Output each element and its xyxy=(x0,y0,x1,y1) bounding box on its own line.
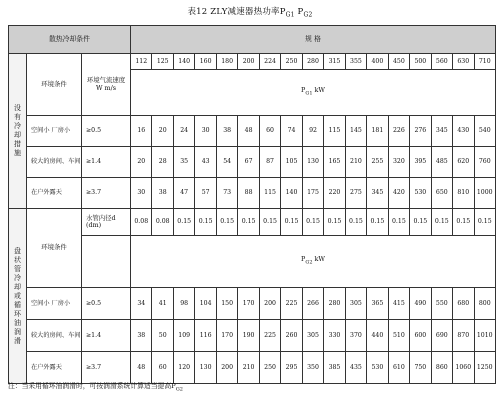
value-cell: 170 xyxy=(238,288,259,320)
size-cell: 125 xyxy=(152,54,173,70)
value-cell: 550 xyxy=(431,288,452,320)
water-cell: 0.15 xyxy=(345,209,366,236)
water-cell: 0.15 xyxy=(259,209,280,236)
value-cell: 38 xyxy=(131,320,152,352)
value-cell: 104 xyxy=(195,288,216,320)
value-cell: 395 xyxy=(410,147,431,178)
value-cell: 295 xyxy=(281,352,302,384)
value-cell: 430 xyxy=(453,116,474,147)
water-cell: 0.15 xyxy=(238,209,259,236)
value-cell: 92 xyxy=(302,116,323,147)
value-cell: 440 xyxy=(367,320,388,352)
value-cell: 1060 xyxy=(453,352,474,384)
speed-cell: ≥0.5 xyxy=(82,116,131,147)
water-cell: 0.15 xyxy=(324,209,345,236)
value-cell: 760 xyxy=(474,147,495,178)
size-cell: 500 xyxy=(410,54,431,70)
speed-cell: ≥1.4 xyxy=(82,147,131,178)
value-cell: 28 xyxy=(152,147,173,178)
speed-cell: ≥3.7 xyxy=(82,352,131,384)
water-cell: 0.15 xyxy=(388,209,409,236)
value-cell: 370 xyxy=(345,320,366,352)
value-cell: 60 xyxy=(152,352,173,384)
size-cell: 200 xyxy=(238,54,259,70)
table-row xyxy=(9,178,496,209)
value-cell: 145 xyxy=(345,116,366,147)
water-cell: 0.15 xyxy=(453,209,474,236)
value-cell: 210 xyxy=(238,352,259,384)
table-row xyxy=(9,288,496,320)
value-cell: 490 xyxy=(410,288,431,320)
water-pipe-label: 水管内径d (dm) xyxy=(82,209,131,236)
value-cell: 140 xyxy=(281,178,302,209)
water-cell: 0.15 xyxy=(216,209,237,236)
water-cell: 0.15 xyxy=(302,209,323,236)
value-cell: 48 xyxy=(238,116,259,147)
water-cell: 0.08 xyxy=(131,209,152,236)
value-cell: 30 xyxy=(131,178,152,209)
value-cell: 181 xyxy=(367,116,388,147)
table-row xyxy=(9,116,496,147)
value-cell: 650 xyxy=(431,178,452,209)
value-cell: 57 xyxy=(195,178,216,209)
value-cell: 620 xyxy=(453,147,474,178)
water-cell: 0.15 xyxy=(410,209,431,236)
value-cell: 330 xyxy=(324,320,345,352)
value-cell: 38 xyxy=(216,116,237,147)
water-cell: 0.15 xyxy=(173,209,194,236)
value-cell: 200 xyxy=(259,288,280,320)
value-cell: 1000 xyxy=(474,178,495,209)
value-cell: 420 xyxy=(388,178,409,209)
value-cell: 41 xyxy=(152,288,173,320)
value-cell: 345 xyxy=(367,178,388,209)
size-cell: 710 xyxy=(474,54,495,70)
value-cell: 30 xyxy=(195,116,216,147)
unit-pg1: $P_{G1}$ kW xyxy=(131,70,496,116)
table-row xyxy=(9,147,496,178)
value-cell: 60 xyxy=(259,116,280,147)
value-cell: 67 xyxy=(238,147,259,178)
env-condition-label: 环境条件 xyxy=(27,54,82,116)
size-cell: 450 xyxy=(388,54,409,70)
speed-cell: ≥1.4 xyxy=(82,320,131,352)
value-cell: 320 xyxy=(388,147,409,178)
value-cell: 54 xyxy=(216,147,237,178)
value-cell: 610 xyxy=(388,352,409,384)
speed-cell: ≥3.7 xyxy=(82,178,131,209)
header-cooling-condition: 散热冷却条件 xyxy=(9,26,131,54)
value-cell: 38 xyxy=(152,178,173,209)
value-cell: 260 xyxy=(281,320,302,352)
value-cell: 530 xyxy=(410,178,431,209)
value-cell: 870 xyxy=(453,320,474,352)
value-cell: 130 xyxy=(302,147,323,178)
value-cell: 305 xyxy=(345,288,366,320)
thermal-power-table xyxy=(8,25,496,384)
size-cell: 400 xyxy=(367,54,388,70)
size-cell: 160 xyxy=(195,54,216,70)
value-cell: 800 xyxy=(474,288,495,320)
value-cell: 680 xyxy=(453,288,474,320)
env-cell: 空间小 厂房小 xyxy=(27,116,82,147)
size-cell: 315 xyxy=(324,54,345,70)
size-cell: 112 xyxy=(131,54,152,70)
env-cell: 较大的房间、车间 xyxy=(27,147,82,178)
size-cell: 560 xyxy=(431,54,452,70)
value-cell: 165 xyxy=(324,147,345,178)
value-cell: 540 xyxy=(474,116,495,147)
size-cell: 224 xyxy=(259,54,280,70)
water-cell: 0.15 xyxy=(431,209,452,236)
value-cell: 435 xyxy=(345,352,366,384)
value-cell: 690 xyxy=(431,320,452,352)
value-cell: 190 xyxy=(238,320,259,352)
size-cell: 280 xyxy=(302,54,323,70)
value-cell: 225 xyxy=(259,320,280,352)
header-size: 规 格 xyxy=(131,26,496,54)
value-cell: 150 xyxy=(216,288,237,320)
value-cell: 73 xyxy=(216,178,237,209)
size-cell: 250 xyxy=(281,54,302,70)
unit-pg2: $P_{G2}$ kW xyxy=(131,236,496,288)
value-cell: 74 xyxy=(281,116,302,147)
size-cell: 140 xyxy=(173,54,194,70)
value-cell: 250 xyxy=(259,352,280,384)
value-cell: 226 xyxy=(388,116,409,147)
value-cell: 255 xyxy=(367,147,388,178)
value-cell: 120 xyxy=(173,352,194,384)
value-cell: 280 xyxy=(324,288,345,320)
value-cell: 276 xyxy=(410,116,431,147)
value-cell: 415 xyxy=(388,288,409,320)
value-cell: 485 xyxy=(431,147,452,178)
value-cell: 116 xyxy=(195,320,216,352)
water-cell: 0.15 xyxy=(367,209,388,236)
value-cell: 175 xyxy=(302,178,323,209)
value-cell: 48 xyxy=(131,352,152,384)
value-cell: 750 xyxy=(410,352,431,384)
value-cell: 1010 xyxy=(474,320,495,352)
value-cell: 385 xyxy=(324,352,345,384)
value-cell: 225 xyxy=(281,288,302,320)
water-cell: 0.15 xyxy=(195,209,216,236)
value-cell: 24 xyxy=(173,116,194,147)
water-cell: 0.08 xyxy=(152,209,173,236)
value-cell: 275 xyxy=(345,178,366,209)
section-coil-cooling-label: 盘状管冷却或循环油润滑 xyxy=(9,209,27,384)
env-cell: 在户外露天 xyxy=(27,178,82,209)
size-cell: 630 xyxy=(453,54,474,70)
value-cell: 87 xyxy=(259,147,280,178)
value-cell: 16 xyxy=(131,116,152,147)
value-cell: 47 xyxy=(173,178,194,209)
env-cell: 空间小 厂房小 xyxy=(27,288,82,320)
value-cell: 50 xyxy=(152,320,173,352)
airflow-speed-label: 环境气流速度 W m/s xyxy=(82,54,131,116)
section-no-cooling-label: 没有冷却措施 xyxy=(9,54,27,209)
value-cell: 130 xyxy=(195,352,216,384)
value-cell: 115 xyxy=(259,178,280,209)
size-cell: 355 xyxy=(345,54,366,70)
value-cell: 98 xyxy=(173,288,194,320)
value-cell: 600 xyxy=(410,320,431,352)
value-cell: 109 xyxy=(173,320,194,352)
size-cell: 180 xyxy=(216,54,237,70)
env-cell: 在户外露天 xyxy=(27,352,82,384)
env-condition-label: 环境条件 xyxy=(27,209,82,288)
speed-cell: ≥0.5 xyxy=(82,288,131,320)
value-cell: 20 xyxy=(131,147,152,178)
value-cell: 530 xyxy=(367,352,388,384)
value-cell: 220 xyxy=(324,178,345,209)
value-cell: 88 xyxy=(238,178,259,209)
env-cell: 较大的房间、车间 xyxy=(27,320,82,352)
value-cell: 170 xyxy=(216,320,237,352)
water-cell: 0.15 xyxy=(474,209,495,236)
value-cell: 34 xyxy=(131,288,152,320)
value-cell: 200 xyxy=(216,352,237,384)
value-cell: 350 xyxy=(302,352,323,384)
value-cell: 510 xyxy=(388,320,409,352)
table-row xyxy=(9,352,496,384)
table-row xyxy=(9,320,496,352)
value-cell: 115 xyxy=(324,116,345,147)
value-cell: 305 xyxy=(302,320,323,352)
footnote: 注：当采用循环油润滑时，可按润滑系统计算适当提高$P_{G2}$ xyxy=(8,382,183,393)
blank-cell xyxy=(82,236,131,288)
value-cell: 1250 xyxy=(474,352,495,384)
value-cell: 105 xyxy=(281,147,302,178)
value-cell: 860 xyxy=(431,352,452,384)
value-cell: 266 xyxy=(302,288,323,320)
value-cell: 345 xyxy=(431,116,452,147)
value-cell: 20 xyxy=(152,116,173,147)
water-cell: 0.15 xyxy=(281,209,302,236)
table-title: 表12 ZLY减速器热功率$P_{G1}$ $P_{G2}$ xyxy=(187,7,313,19)
value-cell: 810 xyxy=(453,178,474,209)
value-cell: 43 xyxy=(195,147,216,178)
value-cell: 210 xyxy=(345,147,366,178)
value-cell: 365 xyxy=(367,288,388,320)
value-cell: 35 xyxy=(173,147,194,178)
